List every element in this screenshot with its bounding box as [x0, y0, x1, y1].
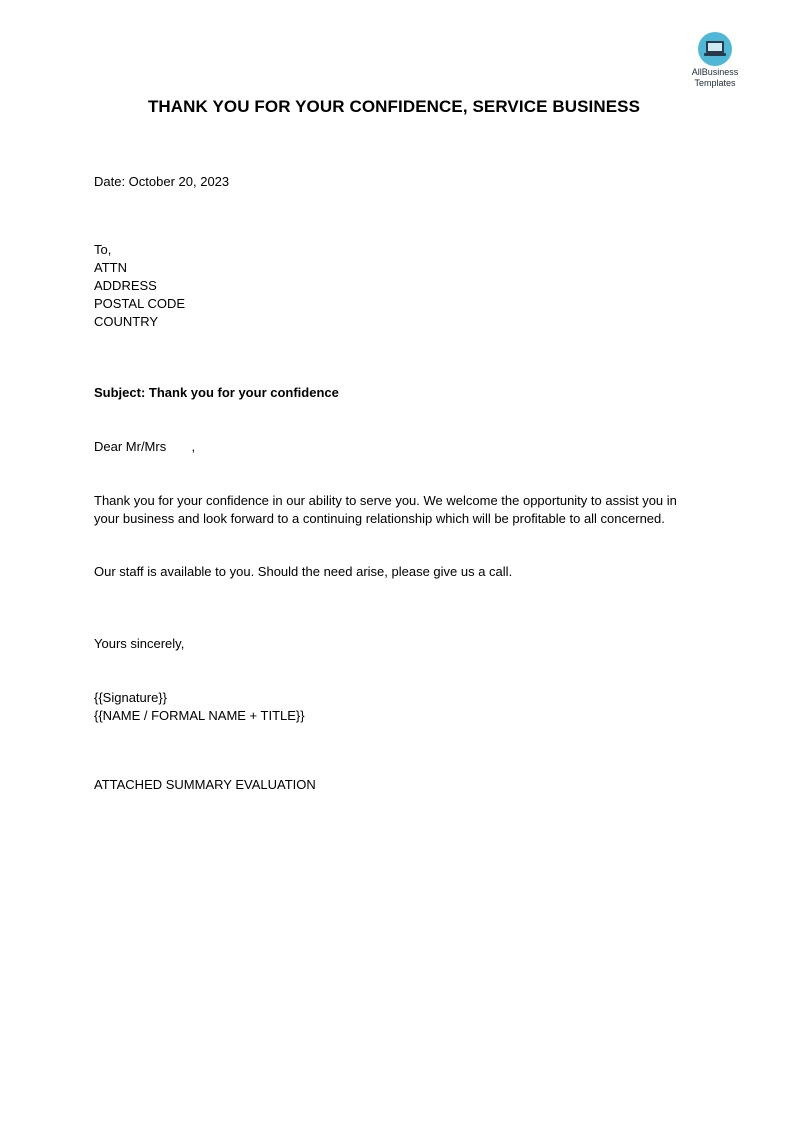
logo-text-line1: AllBusiness	[691, 67, 739, 77]
brand-logo	[684, 32, 746, 88]
body-paragraph-2: Our staff is available to you. Should the need arise, please give us a call.	[94, 564, 513, 579]
recipient-postal-code: POSTAL CODE	[94, 296, 186, 311]
signature-placeholder: {{Signature}}	[94, 690, 168, 705]
recipient-country: COUNTRY	[94, 314, 159, 329]
letter-date: Date: October 20, 2023	[94, 174, 230, 189]
body-paragraph-1: Thank you for your confidence in our ability to serve you. We welcome the opportunity to assist you in your business and look forward to a continuing relationship which will be profitable to all concerned.	[94, 493, 677, 526]
laptop-icon	[698, 32, 732, 66]
document-title: THANK YOU FOR YOUR CONFIDENCE, SERVICE BUSINESS	[147, 97, 641, 116]
recipient-attn: ATTN	[94, 260, 127, 275]
logo-text-line2: Templates	[694, 78, 736, 88]
name-title-placeholder: {{NAME / FORMAL NAME + TITLE}}	[94, 708, 305, 723]
letter-salutation: Dear Mr/Mrs ,	[94, 439, 196, 454]
letter-subject: Subject: Thank you for your confidence	[94, 385, 339, 400]
recipient-address: ADDRESS	[94, 278, 157, 293]
attachment-note: ATTACHED SUMMARY EVALUATION	[94, 777, 316, 792]
letter-closing: Yours sincerely,	[94, 636, 185, 651]
recipient-to: To,	[94, 242, 112, 257]
